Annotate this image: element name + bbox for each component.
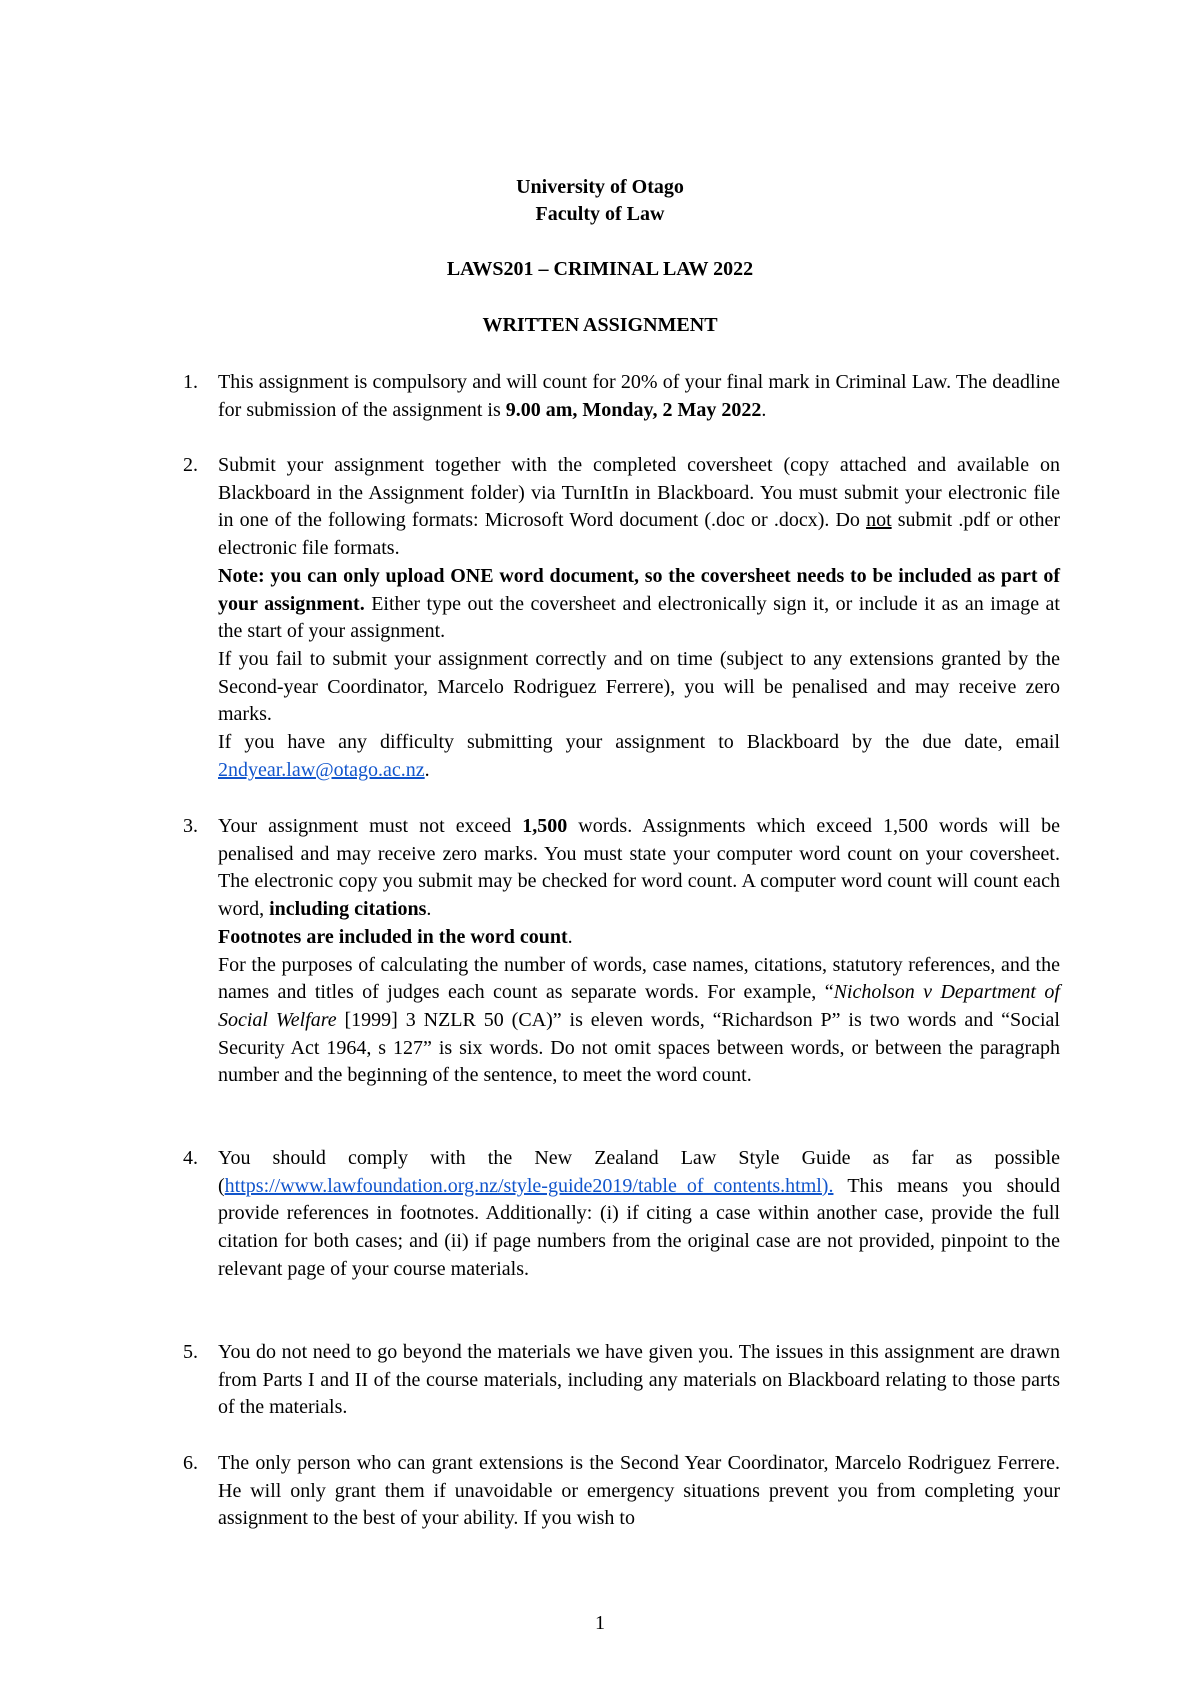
item-number: 3. — [183, 815, 198, 837]
style-guide-link[interactable]: https://www.lawfoundation.org.nz/style-guide2019/table_of_contents.html). — [224, 1174, 834, 1197]
case-name: Nicholson v Department of Social Welfare — [218, 981, 1060, 1031]
course-title: LAWS201 – CRIMINAL LAW 2022 — [446, 258, 754, 280]
document-title: WRITTEN ASSIGNMENT — [482, 314, 718, 336]
emphasis-not: not — [866, 509, 892, 532]
university-name: University of Otago — [516, 176, 684, 198]
email-link[interactable]: 2ndyear.law@otago.ac.nz — [218, 758, 425, 781]
item-number: 1. — [183, 371, 198, 393]
item-number: 5. — [183, 1341, 198, 1363]
item-6 — [218, 1450, 1060, 1533]
faculty-name: Faculty of Law — [535, 203, 665, 225]
deadline: 9.00 am, Monday, 2 May 2022 — [505, 398, 762, 421]
item-3 — [218, 813, 1060, 1090]
item-3-footnotes: Footnotes are included in the word count. — [218, 925, 573, 948]
item-3-calculation: For the purposes of calculating the number of words, case names, citations, statutory references, and the names and titles of judges each count as separate words. For example, “Nicholson v Department of Social Welfare [1999] 3 NZLR 50 (CA)” is eleven words, “Richardson P” is two words and “Social Security Act 1964, s 127” is six words. Do not omit spaces between words, or between the paragraph number and the beginning of the sentence, to meet the word count. — [218, 953, 1060, 1087]
item-number: 6. — [183, 1452, 198, 1474]
item-2-note: Note: you can only upload ONE word document, so the coversheet needs to be included as part of your assignment. Either type out the coversheet and electronically sign it, or include it as an image at the start of your assignment. — [218, 564, 1060, 643]
item-5 — [218, 1339, 1060, 1422]
page-number: 1 — [595, 1612, 605, 1634]
item-number: 2. — [183, 454, 198, 476]
item-2-contact: If you have any difficulty submitting your assignment to Blackboard by the due date, email 2ndyear.law@otago.ac.nz. — [218, 731, 1060, 781]
item-4 — [218, 1145, 1060, 1284]
item-4-paragraph: You should comply with the New Zealand Law Style Guide as far as possible (https://www.lawfoundation.org.nz/style-guide2019/table_of_contents.html). This means you should provide references in footnotes. Additionally: (i) if citing a case within another case, provide the full citation for both cases; and (ii) if page numbers from the original case are not provided, pinpoint to the relevant page of your course materials. — [218, 1147, 1060, 1280]
item-2-paragraph: Submit your assignment together with the completed coversheet (copy attached and available on Blackboard in the Assignment folder) via TurnItIn in Blackboard. You must submit your electronic file in one of the following formats: Microsoft Word document (.doc or .docx). Do not submit .pdf or other electronic file formats. — [218, 454, 1060, 560]
item-3-paragraph: Your assignment must not exceed 1,500 words. Assignments which exceed 1,500 words will be penalised and may receive zero marks. You must state your computer word count on your coversheet. The electronic copy you submit may be checked for word count. A computer word count will count each word, including citations. — [218, 815, 1060, 921]
item-2-penalty: If you fail to submit your assignment correctly and on time (subject to any extensions granted by the Second-year Coordinator, Marcelo Rodriguez Ferrere), you will be penalised and may receive zero marks. — [218, 647, 1060, 726]
item-6-paragraph: The only person who can grant extensions is the Second Year Coordinator, Marcelo Rodriguez Ferrere. He will only grant them if unavoidable or emergency situations prevent you from completing your assignment to the best of your ability. If you wish to — [218, 1452, 1060, 1530]
word-limit: 1,500 — [522, 815, 568, 837]
item-number: 4. — [183, 1147, 198, 1169]
item-1-paragraph: This assignment is compulsory and will count for 20% of your final mark in Criminal Law. The deadline for submission of the assignment is 9.00 am, Monday, 2 May 2022. — [218, 371, 1060, 421]
item-1 — [218, 369, 1060, 424]
item-2 — [218, 452, 1060, 784]
item-5-paragraph: You do not need to go beyond the materials we have given you. The issues in this assignment are drawn from Parts I and II of the course materials, including any materials on Blackboard relating to those parts of the materials. — [218, 1341, 1060, 1419]
